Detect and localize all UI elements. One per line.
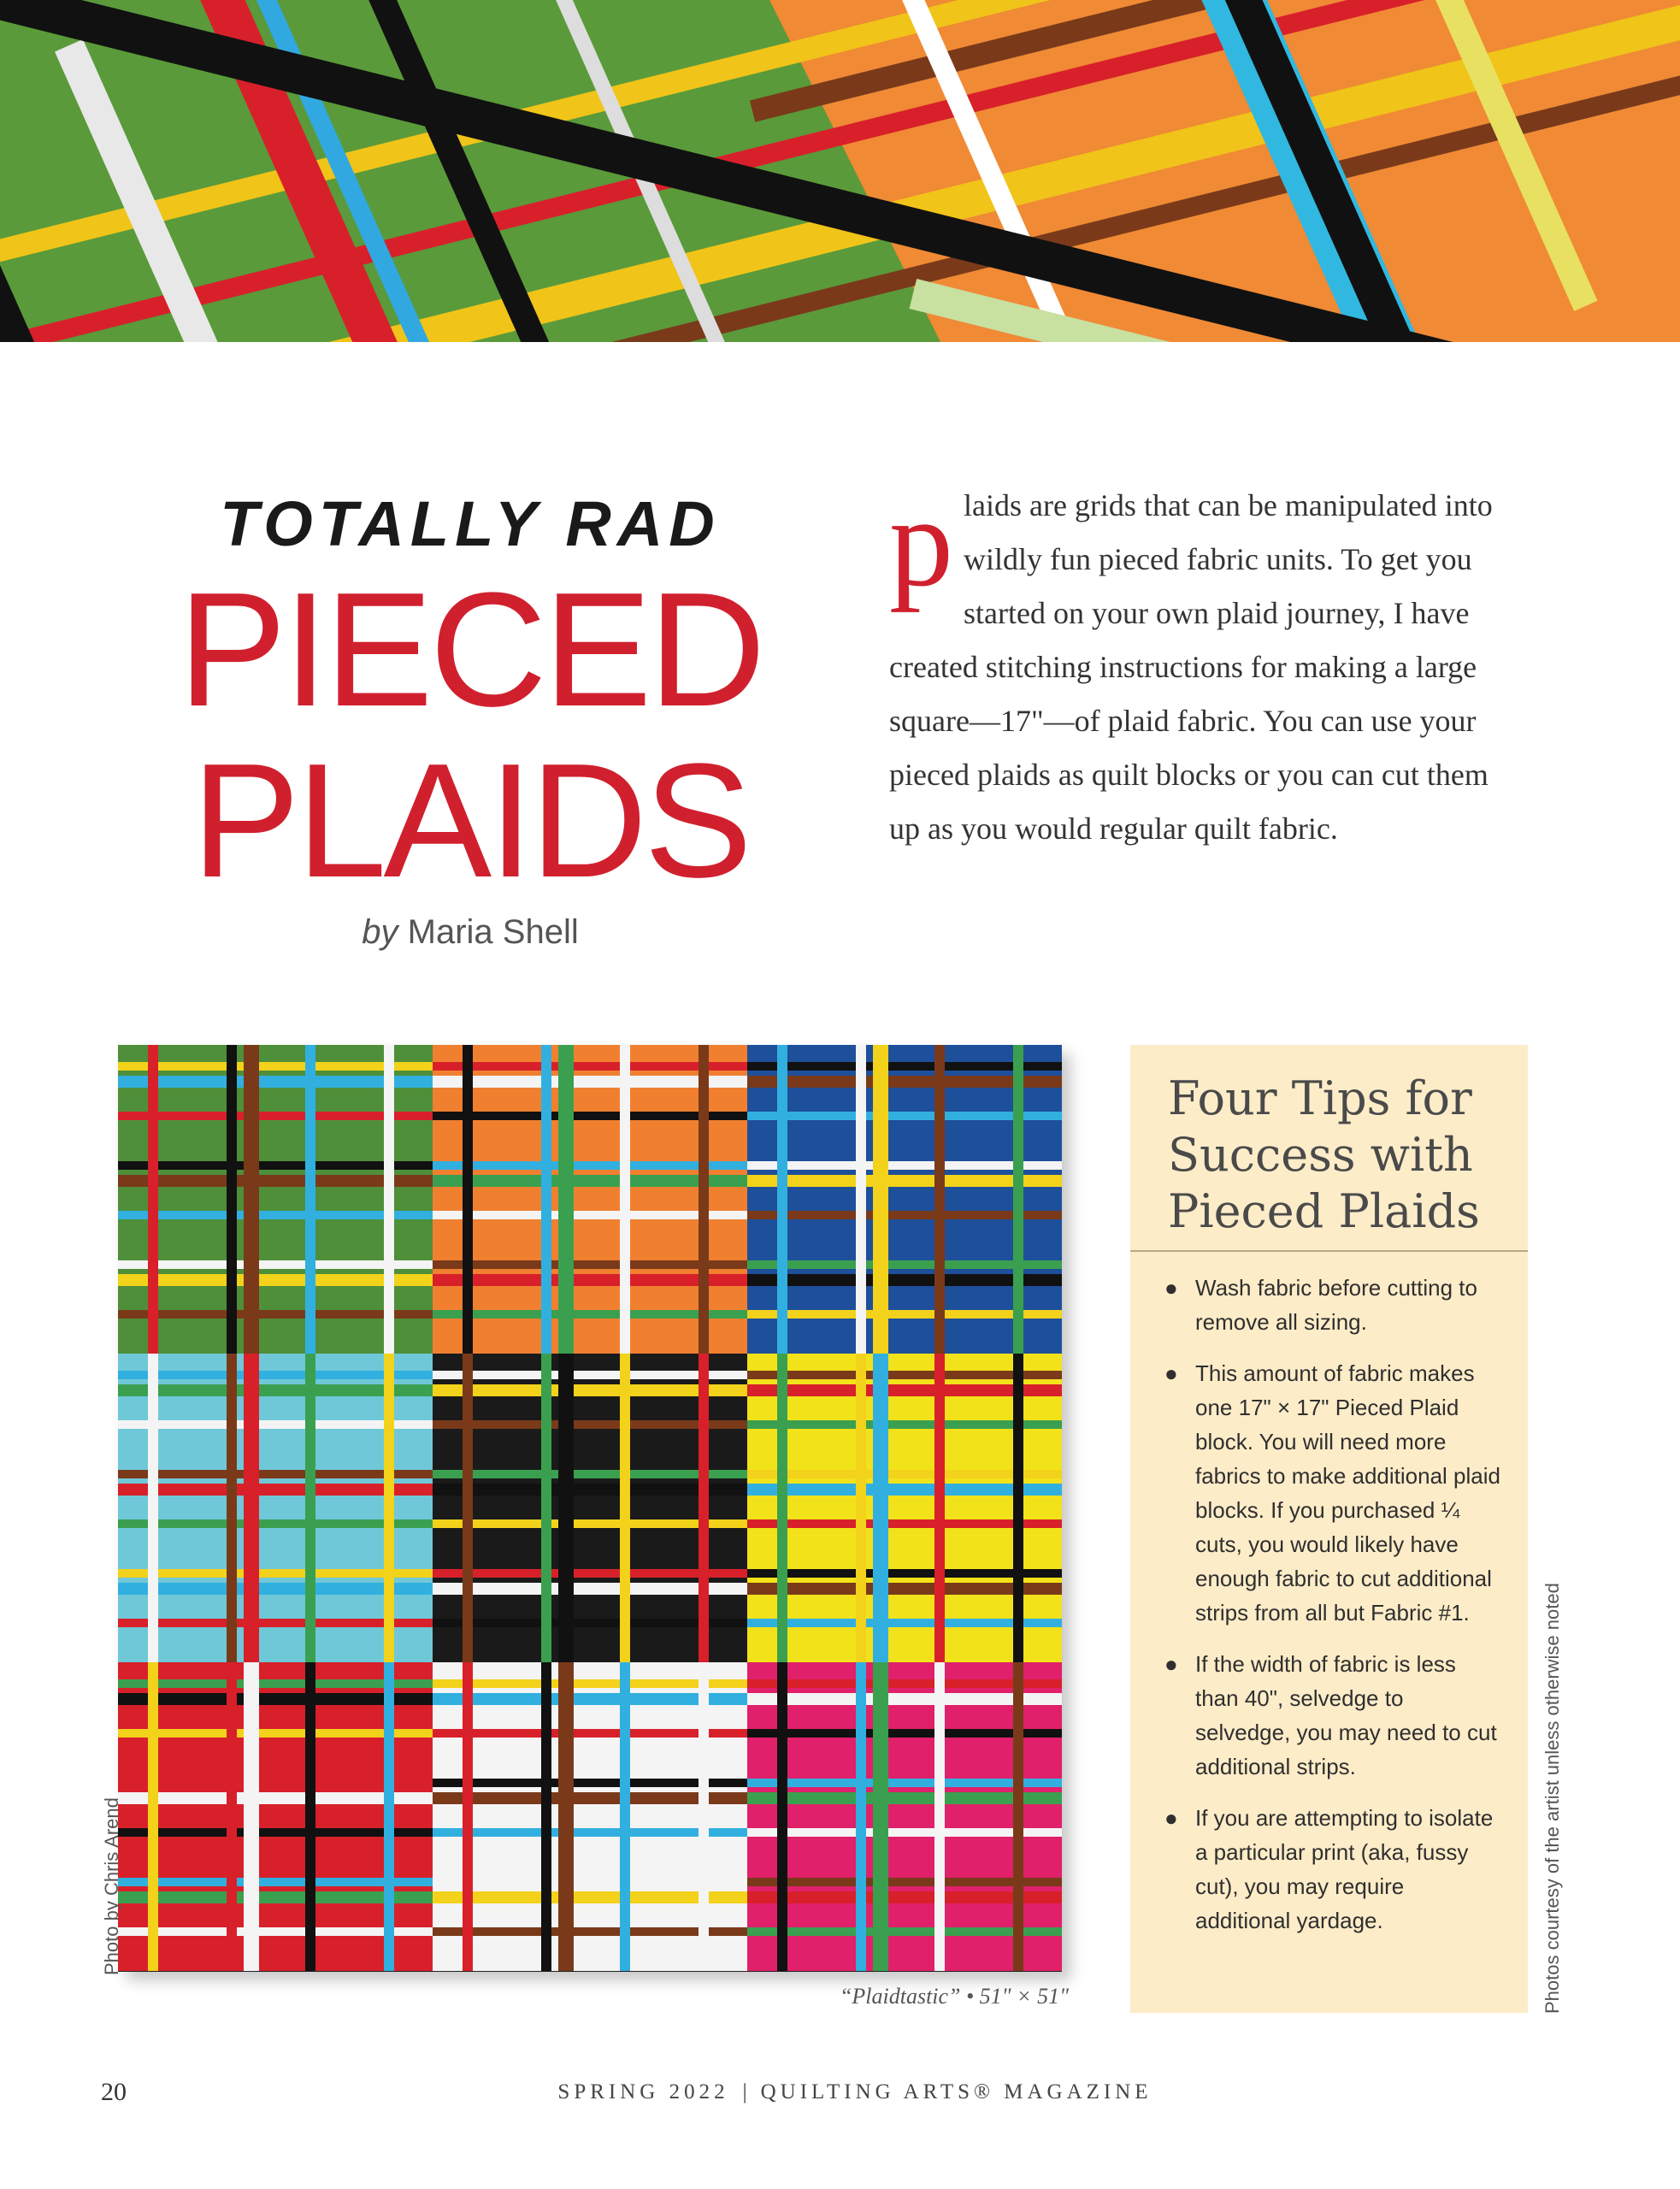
tips-list [1130, 1271, 1528, 1938]
tip-item [1164, 1356, 1504, 1630]
tips-sidebar [1130, 1045, 1528, 2013]
article-title-line1: PIECED [178, 559, 763, 740]
bullet-icon: ● [1164, 1805, 1178, 1831]
sidebar-title: Four Tips for Success with Pieced Plaids [1168, 1071, 1480, 1238]
article-kicker: TOTALLY RAD [220, 488, 721, 559]
article-title-line2: PLAIDS [192, 730, 749, 912]
tip-text: If you are attempting to isolate a particular print (aka, fussy cut), you may require additional yardage. [1195, 1805, 1494, 1933]
intro-paragraph [889, 471, 1526, 856]
byline [256, 913, 684, 952]
quilt-photo-plaidtastic [118, 1045, 1062, 1972]
bullet-icon: ● [1164, 1651, 1178, 1677]
author-name: Maria Shell [407, 913, 579, 951]
photo-caption: “Plaidtastic” • 51" × 51" [839, 1984, 1069, 2009]
header-quilt-photo [0, 0, 1680, 342]
tip-text: This amount of fabric makes one 17" × 17" Pieced Plaid block. You will need more fabrics to make additional plaid blocks. If you purchased ¼ cuts, you would likely have enough fabric to cut additional strips from all but Fabric #1. [1195, 1360, 1500, 1626]
tip-text: If the width of fabric is less than 40", selvedge to selvedge, you may need to cut additional strips. [1195, 1651, 1497, 1779]
drop-cap: p [889, 471, 953, 613]
footer-separator: | [742, 2080, 747, 2103]
tip-item [1164, 1647, 1504, 1784]
footer-magazine: QUILTING ARTS® MAGAZINE [760, 2080, 1152, 2103]
tip-text: Wash fabric before cutting to remove all sizing. [1195, 1275, 1477, 1335]
page-number: 20 [101, 2078, 127, 2106]
byline-prefix: by [362, 913, 398, 951]
intro-text: laids are grids that can be manipulated into wildly fun pieced fabric units. To get you started on your own plaid journey, I have created stitching instructions for making a large square—17"—of plaid fabric. You can use your pieced plaids as quilt blocks or you can cut them up as you would regular quilt fabric. [889, 488, 1493, 846]
bullet-icon: ● [1164, 1360, 1178, 1386]
photos-courtesy-credit: Photos courtesy of the artist unless otherwise noted [1541, 1583, 1563, 2014]
tip-item [1164, 1271, 1504, 1339]
sidebar-divider [1130, 1250, 1528, 1252]
running-footer [427, 2080, 1282, 2104]
tip-item [1164, 1801, 1504, 1938]
bullet-icon: ● [1164, 1275, 1178, 1301]
photo-credit: Photo by Chris Arend [101, 1797, 122, 1975]
footer-season: SPRING 2022 [557, 2080, 729, 2103]
